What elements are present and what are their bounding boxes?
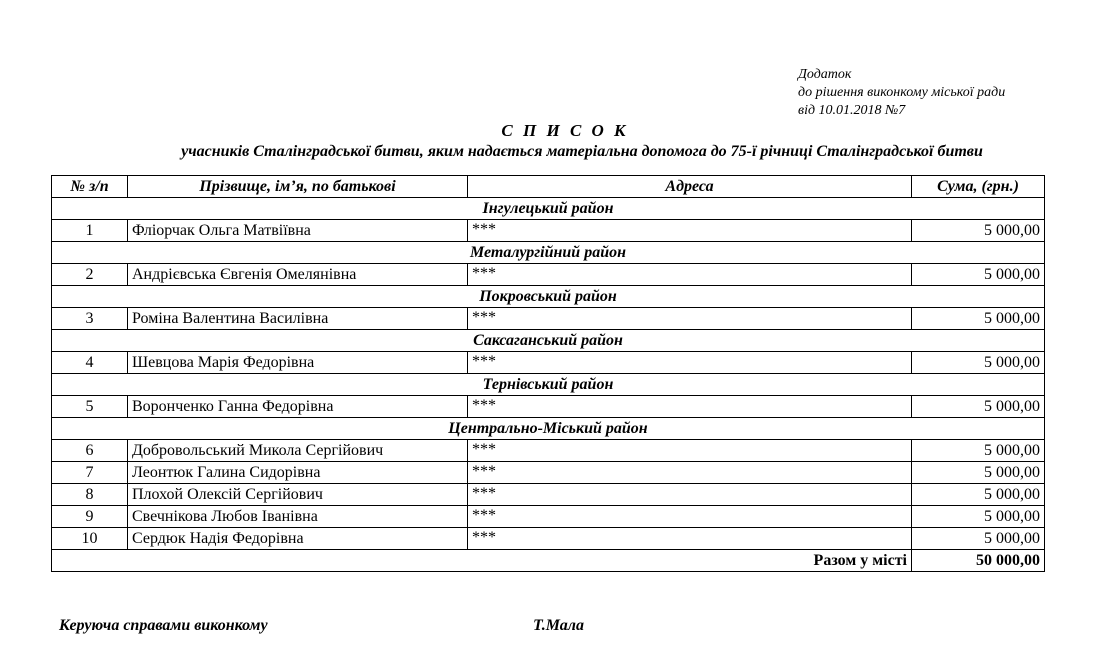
annex-note xyxy=(798,66,1005,120)
row-number: 6 xyxy=(52,440,128,462)
annex-line: до рішення виконкому міської ради xyxy=(798,85,1006,100)
table-row xyxy=(52,462,1045,484)
row-name: Сердюк Надія Федорівна xyxy=(128,528,468,550)
row-sum: 5 000,00 xyxy=(912,528,1045,550)
row-address: *** xyxy=(468,308,912,330)
row-number: 8 xyxy=(52,484,128,506)
row-name: Шевцова Марія Федорівна xyxy=(128,352,468,374)
row-name: Свечнікова Любов Іванівна xyxy=(128,506,468,528)
district-name: Інгулецький район xyxy=(52,198,1045,220)
row-address: *** xyxy=(468,506,912,528)
row-number: 4 xyxy=(52,352,128,374)
signature-role: Керуюча справами виконкому xyxy=(59,617,268,634)
district-row xyxy=(52,418,1045,440)
row-sum: 5 000,00 xyxy=(912,352,1045,374)
row-name: Воронченко Ганна Федорівна xyxy=(128,396,468,418)
district-row xyxy=(52,330,1045,352)
row-address: *** xyxy=(468,220,912,242)
total-label: Разом у місті xyxy=(52,550,912,572)
table-row xyxy=(52,352,1045,374)
district-name: Металургійний район xyxy=(52,242,1045,264)
row-address: *** xyxy=(468,440,912,462)
row-address: *** xyxy=(468,396,912,418)
row-sum: 5 000,00 xyxy=(912,396,1045,418)
row-address: *** xyxy=(468,528,912,550)
table-row xyxy=(52,308,1045,330)
header-address: Адреса xyxy=(468,176,912,198)
row-name: Добровольський Микола Сергійович xyxy=(128,440,468,462)
row-name: Фліорчак Ольга Матвіївна xyxy=(128,220,468,242)
row-number: 5 xyxy=(52,396,128,418)
row-number: 1 xyxy=(52,220,128,242)
row-name: Роміна Валентина Василівна xyxy=(128,308,468,330)
district-name: Саксаганський район xyxy=(52,330,1045,352)
district-row xyxy=(52,198,1045,220)
annex-line: Додаток xyxy=(798,67,852,82)
row-name: Леонтюк Галина Сидорівна xyxy=(128,462,468,484)
document-subtitle: учасників Сталінградської битви, яким надається матеріальна допомога до 75-ї річниці Сталінградської битви xyxy=(181,143,983,160)
row-sum: 5 000,00 xyxy=(912,308,1045,330)
header-name: Прізвище, ім’я, по батькові xyxy=(128,176,468,198)
table-row xyxy=(52,396,1045,418)
district-row xyxy=(52,242,1045,264)
row-address: *** xyxy=(468,264,912,286)
district-row xyxy=(52,374,1045,396)
row-number: 10 xyxy=(52,528,128,550)
table-row xyxy=(52,528,1045,550)
table-row xyxy=(52,506,1045,528)
table-body xyxy=(52,198,1045,572)
row-address: *** xyxy=(468,352,912,374)
row-name: Андрієвська Євгенія Омелянівна xyxy=(128,264,468,286)
annex-line: від 10.01.2018 №7 xyxy=(798,103,906,118)
row-sum: 5 000,00 xyxy=(912,440,1045,462)
table-row xyxy=(52,264,1045,286)
district-name: Тернівський район xyxy=(52,374,1045,396)
participants-table xyxy=(51,175,1045,572)
header-sum: Сума, (грн.) xyxy=(912,176,1045,198)
row-sum: 5 000,00 xyxy=(912,484,1045,506)
total-row xyxy=(52,550,1045,572)
header-number: № з/п xyxy=(52,176,128,198)
document-title: С П И С О К xyxy=(501,121,629,140)
row-number: 2 xyxy=(52,264,128,286)
total-sum: 50 000,00 xyxy=(912,550,1045,572)
row-sum: 5 000,00 xyxy=(912,462,1045,484)
district-name: Центрально-Міський район xyxy=(52,418,1045,440)
row-address: *** xyxy=(468,462,912,484)
row-sum: 5 000,00 xyxy=(912,264,1045,286)
row-number: 9 xyxy=(52,506,128,528)
row-address: *** xyxy=(468,484,912,506)
row-number: 7 xyxy=(52,462,128,484)
district-name: Покровський район xyxy=(52,286,1045,308)
signature-name: Т.Мала xyxy=(533,617,584,634)
district-row xyxy=(52,286,1045,308)
row-sum: 5 000,00 xyxy=(912,220,1045,242)
row-sum: 5 000,00 xyxy=(912,506,1045,528)
table-row xyxy=(52,220,1045,242)
row-name: Плохой Олексій Сергійович xyxy=(128,484,468,506)
table-row xyxy=(52,484,1045,506)
table-header-row xyxy=(52,176,1045,198)
table-row xyxy=(52,440,1045,462)
row-number: 3 xyxy=(52,308,128,330)
